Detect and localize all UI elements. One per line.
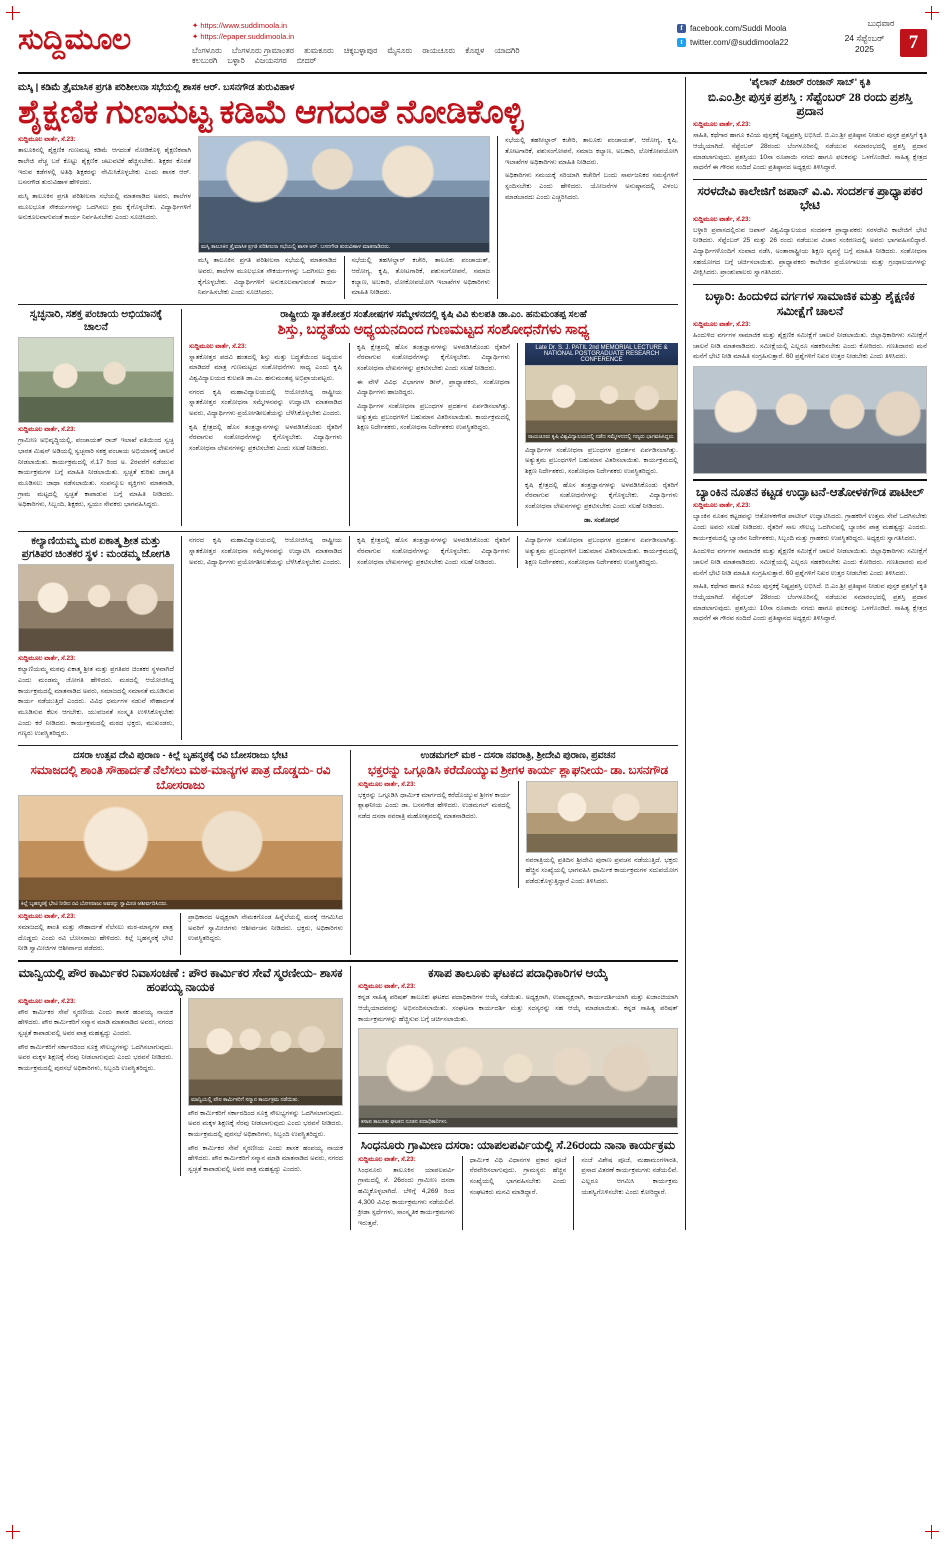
lead-story <box>18 77 678 300</box>
lead-headline: ಶೈಕ್ಷಣಿಕ ಗುಣಮಟ್ಟ ಕಡಿಮೆ ಆಗದಂತೆ ನೋಡಿಕೊಳ್ಳಿ <box>18 94 524 131</box>
right-s3-photo <box>693 366 927 474</box>
story2-photo <box>18 337 174 423</box>
story-kasapa <box>358 966 678 1128</box>
lead-col1b: ಮಸ್ಕಿ ತಾಲೂಕಿನ ಪ್ರಗತಿ ಪರಿಶೀಲನಾ ಸಭೆಯಲ್ಲಿ ಮಾತನಾಡಿದ ಅವರು, ಶಾಲೆಗಳ ಮೂಲಭೂತ ಸೌಕರ್ಯಗಳನ್ನು ಒದಗಿಸಲು ಕ್ರಮ ಕೈಗೊಳ್ಳಬೇಕು. ವಿದ್ಯಾರ್ಥಿಗಳಿಗೆ ಅನುಕೂಲವಾಗುವಂತೆ ಕಾರ್ಯ ನಿರ್ವಹಿಸಬೇಕು ಎಂದು ಸೂಚಿಸಿದರು. <box>18 193 191 222</box>
story4-byline: ಸುದ್ದಿಮೂಲ ವಾರ್ತೆ, ಸೆ.23: <box>18 655 76 663</box>
conference-banner: Late Dr. S. J. PATIL 2nd MEMORIAL LECTURE & NATIONAL POSTGRADUATE RESEARCH CONFERENCE <box>525 343 678 365</box>
story4-headline: ಕಲ್ಯಾಣಿಯಮ್ಮ ಮಠ ಏಕಾತ್ಮ ಶ್ರೀತ ಮತ್ತು ಪ್ರಗತಿಪರ ಚಿಂತಕರ ಸ್ಥಳ : ಮಂಡಮ್ಮ ಜೋಗತಿ <box>21 536 171 560</box>
story2-text: ಗ್ರಾಮೀಣ ಅಭಿವೃದ್ಧಿಯಲ್ಲಿ, ಪಂಚಾಯತ್ ರಾಜ್ ಇಲಾಖೆ ವತಿಯಿಂದ ಸ್ವಚ್ಛ ಭಾರತ ಮಿಷನ್ ಅಡಿಯಲ್ಲಿ ಸ್ವಚ್ಛನಾರಿ ಸಶಕ್ತ ಪಂಚಾಯ ಅಭಿಯಾನಕ್ಕೆ ಚಾಲನೆ ನೀಡಲಾಯಿತು. ಕಾರ್ಯಕ್ರಮದಲ್ಲಿ ಸೆ.17 ರಿಂದ ಅ. 2ರವರೆಗೆ ನಡೆಯುವ ಕಾರ್ಯಕ್ರಮಗಳ ಬಗ್ಗೆ ಮಾಹಿತಿ ನೀಡಲಾಯಿತು. ಸ್ವಚ್ಛತೆ ಕುರಿತು ಜಾಗೃತಿ ಮೂಡಿಸಲು ಜಾಥಾ ನಡೆಸಲಾಯಿತು. ಸಂಪನ್ಮೂಲ ವ್ಯಕ್ತಿಗಳು ಮಾತನಾಡಿ, ಗ್ರಾಮ ಮಟ್ಟದಲ್ಲಿ ಸ್ವಚ್ಛತೆ ಕಾಪಾಡುವ ಬಗ್ಗೆ ಮಾಹಿತಿ ನೀಡಿದರು. ಅಧಿಕಾರಿಗಳು, ಸಿಬ್ಬಂದಿ, ಶಿಕ್ಷಕರು, ಸ್ವಯಂ ಸೇವಕರು ಭಾಗವಹಿಸಿದ್ದರು. <box>18 437 174 509</box>
lead-byline: ಸುದ್ದಿಮೂಲ ವಾರ್ತೆ, ಸೆ.23: <box>18 136 76 144</box>
story3-photo-caption: ರಾಯಚೂರು ಕೃಷಿ ವಿಶ್ವವಿದ್ಯಾಲಯದಲ್ಲಿ ನಡೆದ ಸಮ್ಮೇಳನದಲ್ಲಿ ಗಣ್ಯರು ಭಾಗವಹಿಸಿದ್ದರು. <box>526 433 677 442</box>
story6-byline: ಸುದ್ದಿಮೂಲ ವಾರ್ತೆ, ಸೆ.23: <box>358 780 416 788</box>
story2-headline: ಸ್ವಚ್ಛನಾರಿ, ಸಶಕ್ತ ಪಂಚಾಯ ಅಭಿಯಾನಕ್ಕೆ ಚಾಲನೆ <box>29 309 163 333</box>
registration-mark-top-right <box>925 6 939 20</box>
story3-signoff: ಡಾ. ಸಂಶೋಧನೆ <box>584 516 619 524</box>
right-s2-text: ಬಳ್ಳಾರಿ ಪ್ರವಾಸದಲ್ಲಿರುವ ಜಪಾನ್ ವಿಶ್ವವಿದ್ಯಾಲಯದ ಸಂದರ್ಶಕ ಪ್ರಾಧ್ಯಾಪಕರು ಸರಳದೇವಿ ಕಾಲೇಜಿಗೆ ಭೇಟಿ ನೀಡಿದರು. ಸೆಪ್ಟೆಂಬರ್ 25 ಮತ್ತು 26 ರಂದು ನಡೆಯುವ ವಿಚಾರ ಸಂಕಿರಣದಲ್ಲಿ ಅವರು ಭಾಗವಹಿಸಲಿದ್ದಾರೆ. ವಿದ್ಯಾರ್ಥಿಗಳೊಂದಿಗೆ ಸಂವಾದ ನಡೆಸಿ, ಅಂತಾರಾಷ್ಟ್ರೀಯ ಶಿಕ್ಷಣ ವ್ಯವಸ್ಥೆ ಬಗ್ಗೆ ಮಾಹಿತಿ ನೀಡಿದರು. ಸಂಶೋಧನಾ ಸಹಯೋಗದ ಬಗ್ಗೆ ಚರ್ಚಿಸಲಾಯಿತು. ಪ್ರಾಧ್ಯಾಪಕರು ಕಾಲೇಜಿನ ಪ್ರಯೋಗಾಲಯ ಮತ್ತು ಗ್ರಂಥಾಲಯಗಳನ್ನು ವೀಕ್ಷಿಸಿದರು. ಪ್ರಾಂಶುಪಾಲರು ಸ್ವಾಗತಿಸಿದರು. <box>693 226 927 277</box>
story7-headline: ಮಾನ್ವಿಯಲ್ಲಿ ಪೌರ ಕಾರ್ಮಿಕರ ನಿವಾಸಂಚಣೆ : ಪೌರ ಕಾರ್ಮಿಕರ ಸೇವೆ ಸ್ಮರಣೀಯ- ಶಾಸಕ ಹಂಪಯ್ಯ ನಾಯಕ <box>18 965 343 995</box>
city-item: ತುಮಕೂರು <box>303 45 334 55</box>
story6-headline: ಭಕ್ತರನ್ನು ಒಗ್ಗೂಡಿಸಿ ಕರೆದೊಯ್ಯುವ ಶ್ರೀಗಳ ಕಾರ್ಯ ಶ್ಲಾಘನೀಯ- ಡಾ. ಬಸನಗೌಡ <box>367 763 669 778</box>
story3-headline: ಶಿಸ್ತು, ಬದ್ಧತೆಯ ಅಧ್ಯಯನದಿಂದ ಗುಣಮಟ್ಟದ ಸಂಶೋಧನೆಗಳು ಸಾಧ್ಯ <box>277 322 590 339</box>
story5-byline: ಸುದ್ದಿಮೂಲ ವಾರ್ತೆ, ಸೆ.23: <box>18 912 76 920</box>
story7-col2b: ಪೌರ ಕಾರ್ಮಿಕರ ಸೇವೆ ಸ್ಮರಣೀಯ ಎಂದು ಶಾಸಕ ಹಂಪಯ್ಯ ನಾಯಕ ಹೇಳಿದರು. ಪೌರ ಕಾರ್ಮಿಕರಿಗೆ ಸನ್ಮಾನ ಮಾಡಿ ಮಾತನಾಡಿದ ಅವರು, ನಗರದ ಸ್ವಚ್ಛತೆ ಕಾಪಾಡುವಲ್ಲಿ ಅವರ ಪಾತ್ರ ಮಹತ್ವದ್ದು ಎಂದರು. <box>188 1144 343 1174</box>
story4-photo <box>18 564 174 652</box>
right-s2-headline: ಸರಳದೇವಿ ಕಾಲೇಜಿಗೆ ಜಪಾನ್ ವಿ.ವಿ. ಸಂದರ್ಶಕ ಪ್ರಾಧ್ಯಾಪಕರ ಭೇಟಿ <box>697 183 923 213</box>
right-s3-text: ಹಿಂದುಳಿದ ವರ್ಗಗಳ ಸಾಮಾಜಿಕ ಮತ್ತು ಶೈಕ್ಷಣಿಕ ಸಮೀಕ್ಷೆಗೆ ಚಾಲನೆ ನೀಡಲಾಯಿತು. ಜಿಲ್ಲಾಧಿಕಾರಿಗಳು ಸಮೀಕ್ಷೆಗೆ ಚಾಲನೆ ನೀಡಿ ಮಾತನಾಡಿದರು. ಸಮೀಕ್ಷೆಯಲ್ಲಿ ಎಲ್ಲರೂ ಸಹಕರಿಸಬೇಕು ಎಂದು ಕೋರಿದರು. ಗಣತಿದಾರರು ಮನೆ ಮನೆಗೆ ಭೇಟಿ ನೀಡಿ ಮಾಹಿತಿ ಸಂಗ್ರಹಿಸುತ್ತಾರೆ. 60 ಪ್ರಶ್ನೆಗಳಿಗೆ ನಿಖರ ಉತ್ತರ ನೀಡಬೇಕು ಎಂದು ತಿಳಿಸಿದರು. <box>693 331 927 361</box>
edition-city-list <box>192 46 522 66</box>
masthead-middle <box>186 14 677 66</box>
story3-byline: ಸುದ್ದಿಮೂಲ ವಾರ್ತೆ, ಸೆ.23: <box>189 342 247 350</box>
social-links <box>677 14 835 49</box>
story8-headline: ಕಸಾಪ ತಾಲೂಕು ಘಟಕದ ಪದಾಧಿಕಾರಿಗಳ ಆಯ್ಕೆ <box>428 965 608 980</box>
story6-kicker: ಉಡಮಗಲ್ ಮಠ - ದಸರಾ ನವರಾತ್ರಿ, ಶ್ರೀದೇವಿ ಪುರಾಣ, ಪ್ರವಚನ <box>420 750 616 762</box>
right-s4-text: ಬ್ಯಾಂಕಿನ ನೂತನ ಕಟ್ಟಡವನ್ನು ಆತೋಳಕಗೌಡ ಪಾಟೀಲ್ ಉದ್ಘಾಟಿಸಿದರು. ಗ್ರಾಹಕರಿಗೆ ಉತ್ತಮ ಸೇವೆ ಒದಗಿಸಬೇಕು ಎಂದು ಅವರು ಸಲಹೆ ನೀಡಿದರು. ರೈತರಿಗೆ ಸಾಲ ಸೌಲಭ್ಯ ಒದಗಿಸುವಲ್ಲಿ ಬ್ಯಾಂಕಿನ ಪಾತ್ರ ಮಹತ್ವದ್ದು ಎಂದರು. ಕಾರ್ಯಕ್ರಮದಲ್ಲಿ ಬ್ಯಾಂಕಿನ ನಿರ್ದೇಶಕರು, ಸಿಬ್ಬಂದಿ ಮತ್ತು ಗ್ರಾಹಕರು ಉಪಸ್ಥಿತರಿದ್ದರು. ಅಧ್ಯಕ್ಷರು ಸ್ವಾಗತಿಸಿದರು. <box>693 513 927 542</box>
right-rail <box>685 77 927 1230</box>
city-item: ಬಳ್ಳಾರಿ <box>227 55 245 65</box>
right-s1-kicker: 'ಪೈಲಾನ್ ಪಿಜಾರ್ ರಂಜಾನ್ ಸಾಬ್' ಕೃತಿ <box>749 76 871 88</box>
story3-col3b: ಕೃಷಿ ಕ್ಷೇತ್ರದಲ್ಲಿ ಹೊಸ ತಂತ್ರಜ್ಞಾನಗಳನ್ನು ಅಳವಡಿಸಿಕೊಂಡು ರೈತರಿಗೆ ನೆರವಾಗುವ ಸಂಶೋಧನೆಗಳನ್ನು ಕೈಗೊಳ್ಳಬೇಕು. ವಿದ್ಯಾರ್ಥಿಗಳು ಸಂಶೋಧನಾ ಲೇಖನಗಳನ್ನು ಪ್ರಕಟಿಸಬೇಕು ಎಂದು ಸಲಹೆ ನೀಡಿದರು. <box>525 481 678 510</box>
story3-cont-col3: ವಿದ್ಯಾರ್ಥಿಗಳ ಸಂಶೋಧನಾ ಪ್ರಬಂಧಗಳ ಪ್ರದರ್ಶನ ಏರ್ಪಡಿಸಲಾಗಿತ್ತು. ಅತ್ಯುತ್ತಮ ಪ್ರಬಂಧಗಳಿಗೆ ಬಹುಮಾನ ವಿತರಿಸಲಾಯಿತು. ಕಾರ್ಯಕ್ರಮದಲ್ಲಿ ಶಿಕ್ಷಣ ನಿರ್ದೇಶಕರು, ಸಂಶೋಧನಾ ನಿರ್ದೇಶಕರು ಉಪಸ್ಥಿತರಿದ್ದರು. <box>517 536 678 568</box>
story9-col2: ಧಾರ್ಮಿಕ ವಿಧಿ ವಿಧಾನಗಳ ಪ್ರಕಾರ ಪೂಜೆ ನೆರವೇರಿಸಲಾಗುವುದು. ಗ್ರಾಮಸ್ಥರು ಹೆಚ್ಚಿನ ಸಂಖ್ಯೆಯಲ್ಲಿ ಭಾಗವಹಿಸಬೇಕು ಎಂದು ಸಂಘಟಕರು ಮನವಿ ಮಾಡಿದ್ದಾರೆ. <box>462 1156 567 1230</box>
city-item: ಯಾದಗಿರಿ <box>494 45 520 55</box>
story3-photo <box>525 365 678 443</box>
story5-kicker: ದಸರಾ ಉತ್ಸವ ದೇವಿ ಪುರಾಣ - ಕಿಲ್ಲೆ ಬೃಹನ್ಮಠಕ್ಕೆ ರವಿ ಬೋಸರಾಜು ಭೇಟಿ <box>73 750 288 762</box>
story7-col1: ಪೌರ ಕಾರ್ಮಿಕರ ಸೇವೆ ಸ್ಮರಣೀಯ ಎಂದು ಶಾಸಕ ಹಂಪಯ್ಯ ನಾಯಕ ಹೇಳಿದರು. ಪೌರ ಕಾರ್ಮಿಕರಿಗೆ ಸನ್ಮಾನ ಮಾಡಿ ಮಾತನಾಡಿದ ಅವರು, ನಗರದ ಸ್ವಚ್ಛತೆ ಕಾಪಾಡುವಲ್ಲಿ ಅವರ ಪಾತ್ರ ಮಹತ್ವದ್ದು ಎಂದರು. <box>18 1008 173 1038</box>
city-item: ಕಲಬುರಗಿ <box>192 55 218 65</box>
right-s3-headline: ಬಳ್ಳಾರಿ: ಹಿಂದುಳಿದ ವರ್ಗಗಳ ಸಾಮಾಜಿಕ ಮತ್ತು ಶೈಕ್ಷಣಿಕ ಸಮೀಕ್ಷೆಗೆ ಚಾಲನೆ <box>705 289 915 318</box>
story6-col1: ಭಕ್ತರನ್ನು ಒಗ್ಗೂಡಿಸಿ ಧಾರ್ಮಿಕ ಮಾರ್ಗದಲ್ಲಿ ಕರೆದೊಯ್ಯುವ ಶ್ರೀಗಳ ಕಾರ್ಯ ಶ್ಲಾಘನೀಯ ಎಂದು ಡಾ. ಬಸನಗೌಡ ಹೇಳಿದರು. ಉಡಮಗಲ್ ಮಠದಲ್ಲಿ ನಡೆದ ದಸರಾ ನವರಾತ್ರಿ ಮಹೋತ್ಸವದಲ್ಲಿ ಮಾತನಾಡಿದರು. <box>358 791 511 820</box>
story3-cont-col2: ಕೃಷಿ ಕ್ಷೇತ್ರದಲ್ಲಿ ಹೊಸ ತಂತ್ರಜ್ಞಾನಗಳನ್ನು ಅಳವಡಿಸಿಕೊಂಡು ರೈತರಿಗೆ ನೆರವಾಗುವ ಸಂಶೋಧನೆಗಳನ್ನು ಕೈಗೊಳ್ಳಬೇಕು. ವಿದ್ಯಾರ್ಥಿಗಳು ಸಂಶೋಧನಾ ಲೇಖನಗಳನ್ನು ಪ್ರಕಟಿಸಬೇಕು ಎಂದು ಸಲಹೆ ನೀಡಿದರು. <box>349 536 510 568</box>
date-label: 24 ಸೆಪ್ಟೆಂಬರ್ 2025 <box>844 32 885 54</box>
city-item: ಕೊಪ್ಪಳ <box>465 45 485 55</box>
story-kille-math <box>18 750 343 955</box>
registration-mark-top-left <box>6 6 20 20</box>
story8-byline: ಸುದ್ದಿಮೂಲ ವಾರ್ತೆ, ಸೆ.23: <box>358 983 416 991</box>
story3-continuation <box>181 536 678 740</box>
twitter-icon: t <box>677 38 686 47</box>
city-item: ಬೆಂಗಳೂರು <box>192 45 222 55</box>
story-udamagal-math <box>350 750 678 955</box>
story3-col2c: ಈ ವೇಳೆ ವಿವಿಧ ವಿಭಾಗಗಳ ಡೀನ್, ಪ್ರಾಧ್ಯಾಪಕರು, ಸಂಶೋಧನಾ ವಿದ್ಯಾರ್ಥಿಗಳು ಹಾಜರಿದ್ದರು. <box>357 378 510 397</box>
story-bmshri-award <box>693 77 927 174</box>
registration-mark-bottom-right <box>925 1525 939 1539</box>
story3-col1: ಸ್ನಾತಕೋತ್ತರ ಪದವಿ ಹಂತದಲ್ಲಿ ಶಿಸ್ತು ಮತ್ತು ಬದ್ಧತೆಯಿಂದ ಅಧ್ಯಯನ ಮಾಡಿದರೆ ಮಾತ್ರ ಗುಣಮಟ್ಟದ ಸಂಶೋಧನೆಗಳು ಸಾಧ್ಯ ಎಂದು ಕೃಷಿ ವಿಶ್ವವಿದ್ಯಾಲಯದ ಕುಲಪತಿ ಡಾ.ಎಂ. ಹನುಮಂತಪ್ಪ ಅಭಿಪ್ರಾಯಪಟ್ಟರು. <box>189 353 342 382</box>
story3-col2d: ವಿದ್ಯಾರ್ಥಿಗಳ ಸಂಶೋಧನಾ ಪ್ರಬಂಧಗಳ ಪ್ರದರ್ಶನ ಏರ್ಪಡಿಸಲಾಗಿತ್ತು. ಅತ್ಯುತ್ತಮ ಪ್ರಬಂಧಗಳಿಗೆ ಬಹುಮಾನ ವಿತರಿಸಲಾಯಿತು. ಕಾರ್ಯಕ್ರಮದಲ್ಲಿ ಶಿಕ್ಷಣ ನಿರ್ದೇಶಕರು, ಸಂಶೋಧನಾ ನಿರ್ದೇಶಕರು ಉಪಸ್ಥಿತರಿದ್ದರು. <box>357 402 510 432</box>
city-item: ಬೆಂಗಳೂರು ಗ್ರಾಮಾಂತರ <box>231 45 294 55</box>
bullet-icon: ✦ <box>192 32 199 42</box>
masthead <box>18 14 927 74</box>
masthead-date-block <box>835 14 927 57</box>
story3-col3: ವಿದ್ಯಾರ್ಥಿಗಳ ಸಂಶೋಧನಾ ಪ್ರಬಂಧಗಳ ಪ್ರದರ್ಶನ ಏರ್ಪಡಿಸಲಾಗಿತ್ತು. ಅತ್ಯುತ್ತಮ ಪ್ರಬಂಧಗಳಿಗೆ ಬಹುಮಾನ ವಿತರಿಸಲಾಯಿತು. ಕಾರ್ಯಕ್ರಮದಲ್ಲಿ ಶಿಕ್ಷಣ ನಿರ್ದೇಶಕರು, ಸಂಶೋಧನಾ ನಿರ್ದೇಶಕರು ಉಪಸ್ಥಿತರಿದ್ದರು. <box>525 446 678 475</box>
story5-col1: ಸಮಾಜದಲ್ಲಿ ಶಾಂತಿ ಮತ್ತು ಸೌಹಾರ್ದತೆ ನೆಲೆಸಲು ಮಠ-ಮಾನ್ಯಗಳ ಪಾತ್ರ ದೊಡ್ಡದು ಎಂದು ರವಿ ಬೋಸರಾಜು ಹೇಳಿದರು. ಕಿಲ್ಲೆ ಬೃಹನ್ಮಠಕ್ಕೆ ಭೇಟಿ ನೀಡಿ ಸ್ವಾಮೀಜಿಗಳ ಆಶೀರ್ವಾದ ಪಡೆದರು. <box>18 923 173 953</box>
story5-photo-caption: ಕಿಲ್ಲೆ ಬೃಹನ್ಮಠಕ್ಕೆ ಭೇಟಿ ನೀಡಿದ ರವಿ ಬೋಸರಾಜು ಅವರನ್ನು ಸ್ವಾಮೀಜಿ ಆಶೀರ್ವದಿಸಿದರು. <box>19 900 342 909</box>
story4-text: ಕಲ್ಯಾಣಿಯಮ್ಮ ಮಠವು ಏಕಾತ್ಮ ಶ್ರೀತ ಮತ್ತು ಪ್ರಗತಿಪರ ಚಿಂತಕರ ಸ್ಥಳವಾಗಿದೆ ಎಂದು ಮಂಡಮ್ಮ ಜೋಗತಿ ಹೇಳಿದರು. ಮಠದಲ್ಲಿ ಆಯೋಜಿಸಿದ್ದ ಕಾರ್ಯಕ್ರಮದಲ್ಲಿ ಮಾತನಾಡಿದ ಅವರು, ಸಮಾಜದಲ್ಲಿ ಸಮಾನತೆ ಮೂಡಿಸುವ ಕಾರ್ಯ ನಡೆಯುತ್ತಿದೆ ಎಂದರು. ವಿವಿಧ ಧರ್ಮಗಳ ನಡುವೆ ಸೌಹಾರ್ದತೆ ಮೂಡಿಸುವ ಕೆಲಸ ಆಗಬೇಕು. ಯುವಜನತೆ ಸಂಸ್ಕೃತಿ ಉಳಿಸಿಕೊಳ್ಳಬೇಕು ಎಂದು ಕರೆ ನೀಡಿದರು. ಕಾರ್ಯಕ್ರಮದಲ್ಲಿ ಮಠದ ಭಕ್ತರು, ಮುಖಂಡರು, ಗಣ್ಯರು ಉಪಸ್ಥಿತರಿದ್ದರು. <box>18 666 174 738</box>
story3-cont-col1: ನಗರದ ಕೃಷಿ ಮಹಾವಿದ್ಯಾಲಯದಲ್ಲಿ ಆಯೋಜಿಸಿದ್ದ ರಾಷ್ಟ್ರೀಯ ಸ್ನಾತಕೋತ್ತರ ಸಂಶೋಧನಾ ಸಮ್ಮೇಳನವನ್ನು ಉದ್ಘಾಟಿಸಿ ಮಾತನಾಡಿದ ಅವರು, ವಿದ್ಯಾರ್ಥಿಗಳು ಪ್ರಯೋಗಶೀಲತೆಯನ್ನು ಬೆಳೆಸಿಕೊಳ್ಳಬೇಕು ಎಂದರು. <box>189 537 342 566</box>
story7-col2: ಪೌರ ಕಾರ್ಮಿಕರಿಗೆ ಸರ್ಕಾರದಿಂದ ಸೂಕ್ತ ಸೌಲಭ್ಯಗಳನ್ನು ಒದಗಿಸಲಾಗುವುದು. ಅವರ ಮಕ್ಕಳ ಶಿಕ್ಷಣಕ್ಕೆ ನೆರವು ನೀಡಲಾಗುವುದು ಎಂದು ಭರವಸೆ ನೀಡಿದರು. ಕಾರ್ಯಕ್ರಮದಲ್ಲಿ ಪುರಸಭೆ ಅಧಿಕಾರಿಗಳು, ಸಿಬ್ಬಂದಿ ಉಪಸ್ಥಿತರಿದ್ದರು. <box>188 1109 343 1139</box>
right-s4-text3: ಸಾಹಿತಿ, ಕಥೆಗಾರ ಹಾಗೂ ಕವಿಯ ಪುಸ್ತಕಕ್ಕೆ ನಿಷ್ಟಪ್ರಶಸ್ತಿ ಲಭಿಸಿದೆ. ಬಿ.ಎಂ.ಶ್ರೀ ಪ್ರತಿಷ್ಠಾನ ನೀಡುವ ಪುಸ್ತಕ ಪ್ರಶಸ್ತಿಗೆ ಕೃತಿ ಆಯ್ಕೆಯಾಗಿದೆ. ಸೆಪ್ಟೆಂಬರ್ 28ರಂದು ಬೆಂಗಳೂರಿನಲ್ಲಿ ನಡೆಯುವ ಸಮಾರಂಭದಲ್ಲಿ ಪ್ರಶಸ್ತಿ ಪ್ರದಾನ ಮಾಡಲಾಗುವುದು. ಪ್ರಶಸ್ತಿಯು 10ಸಾ ರೂಪಾಯಿ ನಗದು ಹಾಗೂ ಫಲಕವನ್ನು ಒಳಗೊಂಡಿದೆ. ಸಾಹಿತ್ಯ ಕ್ಷೇತ್ರದ ಸಾಧನೆಗೆ ಈ ಗೌರವ ಸಂದಿದೆ ಎಂದು ಪ್ರತಿಷ್ಠಾನದ ಅಧ್ಯಕ್ಷರು ತಿಳಿಸಿದ್ದಾರೆ. <box>693 583 927 623</box>
story8-photo <box>358 1028 678 1128</box>
day-label: ಬುಧವಾರ <box>867 18 895 28</box>
page-number: 7 <box>900 29 927 57</box>
story-pg-conference <box>181 309 678 526</box>
website-link-epaper[interactable]: https://epaper.suddimoola.in <box>200 32 295 42</box>
story-kasapa-and-dasara <box>350 966 678 1230</box>
story8-text: ಕನ್ನಡ ಸಾಹಿತ್ಯ ಪರಿಷತ್ ತಾಲೂಕು ಘಟಕದ ಪದಾಧಿಕಾರಿಗಳ ಆಯ್ಕೆ ನಡೆಯಿತು. ಅಧ್ಯಕ್ಷರಾಗಿ, ಉಪಾಧ್ಯಕ್ಷರಾಗಿ, ಕಾರ್ಯದರ್ಶಿಯಾಗಿ ಮತ್ತು ಖಜಾಂಚಿಯಾಗಿ ಆಯ್ಕೆಯಾದವರನ್ನು ಅಭಿನಂದಿಸಲಾಯಿತು. ಸಂಘಟನಾ ಕಾರ್ಯದರ್ಶಿ ಮತ್ತು ಸದಸ್ಯರನ್ನು ಸಹ ಆಯ್ಕೆ ಮಾಡಲಾಯಿತು. ಕನ್ನಡ ಸಾಹಿತ್ಯ ಪರಿಷತ್ ಕಾರ್ಯಕ್ರಮಗಳನ್ನು ಹೆಚ್ಚಿಸುವ ಬಗ್ಗೆ ಚರ್ಚಿಸಲಾಯಿತು. <box>358 994 678 1023</box>
story6-col2: ನವರಾತ್ರಿಯಲ್ಲಿ ಪ್ರತಿದಿನ ಶ್ರೀದೇವಿ ಪುರಾಣ ಪ್ರವಚನ ನಡೆಯುತ್ತಿದೆ. ಭಕ್ತರು ಹೆಚ್ಚಿನ ಸಂಖ್ಯೆಯಲ್ಲಿ ಭಾಗವಹಿಸಿ ಧಾರ್ಮಿಕ ಕಾರ್ಯಕ್ರಮಗಳ ಸದುಪಯೋಗ ಪಡೆದುಕೊಳ್ಳುತ್ತಿದ್ದಾರೆ ಎಂದು ತಿಳಿಸಿದರು. <box>525 856 678 885</box>
bullet-icon: ✦ <box>192 21 199 30</box>
lead-photo <box>198 136 490 253</box>
story9-headline: ಸಿಂಧನೂರು ಗ್ರಾಮೀಣ ದಸರಾ: ಯಾಪಲಪರ್ವಿಯಲ್ಲಿ ಸೆ.26ರಂದು ನಾನಾ ಕಾರ್ಯಕ್ರಮ <box>360 1138 676 1153</box>
story2-byline: ಸುದ್ದಿಮೂಲ ವಾರ್ತೆ, ಸೆ.23: <box>18 426 76 434</box>
story3-col1b: ನಗರದ ಕೃಷಿ ಮಹಾವಿದ್ಯಾಲಯದಲ್ಲಿ ಆಯೋಜಿಸಿದ್ದ ರಾಷ್ಟ್ರೀಯ ಸ್ನಾತಕೋತ್ತರ ಸಂಶೋಧನಾ ಸಮ್ಮೇಳನವನ್ನು ಉದ್ಘಾಟಿಸಿ ಮಾತನಾಡಿದ ಅವರು, ವಿದ್ಯಾರ್ಥಿಗಳು ಪ್ರಯೋಗಶೀಲತೆಯನ್ನು ಬೆಳೆಸಿಕೊಳ್ಳಬೇಕು ಎಂದರು. <box>189 388 342 417</box>
website-link-main[interactable]: https://www.suddimoola.in <box>200 21 288 30</box>
right-s2-byline: ಸುದ್ದಿಮೂಲ ವಾರ್ತೆ, ಸೆ.23: <box>693 215 751 223</box>
story7-photo-caption: ಮಾನ್ವಿಯಲ್ಲಿ ಪೌರ ಕಾರ್ಮಿಕರಿಗೆ ಸನ್ಮಾನ ಕಾರ್ಯಕ್ರಮ ನಡೆಯಿತು. <box>189 1096 342 1105</box>
city-item: ವಿಜಯನಗರ <box>254 55 287 65</box>
story-bellary-survey <box>693 289 927 474</box>
city-item: ರಾಯಚೂರು <box>422 45 456 55</box>
story-japan-professor-visit <box>693 184 927 279</box>
right-s1-headline: ಬಿ.ಎಂ.ಶ್ರೀ ಪುಸ್ತಕ ಪ್ರಶಸ್ತಿ : ಸೆಪ್ಟೆಂಬರ್ 28 ರಂದು ಪ್ರಶಸ್ತಿ ಪ್ರದಾನ <box>707 89 913 118</box>
story7-col1b: ಪೌರ ಕಾರ್ಮಿಕರಿಗೆ ಸರ್ಕಾರದಿಂದ ಸೂಕ್ತ ಸೌಲಭ್ಯಗಳನ್ನು ಒದಗಿಸಲಾಗುವುದು. ಅವರ ಮಕ್ಕಳ ಶಿಕ್ಷಣಕ್ಕೆ ನೆರವು ನೀಡಲಾಗುವುದು ಎಂದು ಭರವಸೆ ನೀಡಿದರು. ಕಾರ್ಯಕ್ರಮದಲ್ಲಿ ಪುರಸಭೆ ಅಧಿಕಾರಿಗಳು, ಸಿಬ್ಬಂದಿ ಉಪಸ್ಥಿತರಿದ್ದರು. <box>18 1043 173 1073</box>
story8-photo-caption: ಕಸಾಪ ತಾಲೂಕು ಘಟಕದ ನೂತನ ಪದಾಧಿಕಾರಿಗಳು. <box>359 1118 677 1127</box>
right-s4-text2: ಹಿಂದುಳಿದ ವರ್ಗಗಳ ಸಾಮಾಜಿಕ ಮತ್ತು ಶೈಕ್ಷಣಿಕ ಸಮೀಕ್ಷೆಗೆ ಚಾಲನೆ ನೀಡಲಾಯಿತು. ಜಿಲ್ಲಾಧಿಕಾರಿಗಳು ಸಮೀಕ್ಷೆಗೆ ಚಾಲನೆ ನೀಡಿ ಮಾತನಾಡಿದರು. ಸಮೀಕ್ಷೆಯಲ್ಲಿ ಎಲ್ಲರೂ ಸಹಕರಿಸಬೇಕು ಎಂದು ಕೋರಿದರು. ಗಣತಿದಾರರು ಮನೆ ಮನೆಗೆ ಭೇಟಿ ನೀಡಿ ಮಾಹಿತಿ ಸಂಗ್ರಹಿಸುತ್ತಾರೆ. 60 ಪ್ರಶ್ನೆಗಳಿಗೆ ನಿಖರ ಉತ್ತರ ನೀಡಬೇಕು ಎಂದು ತಿಳಿಸಿದರು. <box>693 548 927 577</box>
city-item: ಬೀದರ್ <box>296 55 317 65</box>
story-bank-building <box>693 485 927 625</box>
facebook-icon: f <box>677 24 686 33</box>
lead-kicker: ಮಸ್ಕಿ | ಕಡಿಮೆ ತ್ರೈಮಾಸಿಕ ಪ್ರಗತಿ ಪರಿಶೀಲನಾ ಸಭೆಯಲ್ಲಿ ಶಾಸಕ ಆರ್. ಬಸನಗೌಡ ತುರುವಿಹಾಳ <box>18 81 295 93</box>
story-sindhanur-dasara <box>358 1138 678 1229</box>
story-swachhnari <box>18 309 174 526</box>
city-item: ಮೈಸೂರು <box>387 45 413 55</box>
story7-byline: ಸುದ್ದಿಮೂಲ ವಾರ್ತೆ, ಸೆ.23: <box>18 997 76 1005</box>
story9-col3: ಸಂಜೆ ವಿಶೇಷ ಪೂಜೆ, ಮಹಾಮಂಗಳಾರತಿ, ಪ್ರಸಾದ ವಿತರಣೆ ಕಾರ್ಯಕ್ರಮಗಳು ನಡೆಯಲಿವೆ. ಎಲ್ಲರೂ ಆಗಮಿಸಿ ಕಾರ್ಯಕ್ರಮ ಯಶಸ್ವಿಗೊಳಿಸಬೇಕು ಎಂದು ಕೋರಿದ್ದಾರೆ. <box>573 1156 678 1230</box>
right-s4-byline: ಸುದ್ದಿಮೂಲ ವಾರ್ತೆ, ಸೆ.23: <box>693 502 751 510</box>
right-s1-text: ಸಾಹಿತಿ, ಕಥೆಗಾರ ಹಾಗೂ ಕವಿಯ ಪುಸ್ತಕಕ್ಕೆ ನಿಷ್ಟಪ್ರಶಸ್ತಿ ಲಭಿಸಿದೆ. ಬಿ.ಎಂ.ಶ್ರೀ ಪ್ರತಿಷ್ಠಾನ ನೀಡುವ ಪುಸ್ತಕ ಪ್ರಶಸ್ತಿಗೆ ಕೃತಿ ಆಯ್ಕೆಯಾಗಿದೆ. ಸೆಪ್ಟೆಂಬರ್ 28ರಂದು ಬೆಂಗಳೂರಿನಲ್ಲಿ ನಡೆಯುವ ಸಮಾರಂಭದಲ್ಲಿ ಪ್ರಶಸ್ತಿ ಪ್ರದಾನ ಮಾಡಲಾಗುವುದು. ಪ್ರಶಸ್ತಿಯು 10ಸಾ ರೂಪಾಯಿ ನಗದು ಹಾಗೂ ಫಲಕವನ್ನು ಒಳಗೊಂಡಿದೆ. ಸಾಹಿತ್ಯ ಕ್ಷೇತ್ರದ ಸಾಧನೆಗೆ ಈ ಗೌರವ ಸಂದಿದೆ ಎಂದು ಪ್ರತಿಷ್ಠಾನದ ಅಧ್ಯಕ್ಷರು ತಿಳಿಸಿದ್ದಾರೆ. <box>693 132 927 172</box>
right-s1-byline: ಸುದ್ದಿಮೂಲ ವಾರ್ತೆ, ಸೆ.23: <box>693 121 751 129</box>
story3-kicker: ರಾಷ್ಟ್ರೀಯ ಸ್ನಾತಕೋತ್ತರ ಸಂತೋಷಗಳ ಸಮ್ಮೇಳನದಲ್ಲಿ ಕೃಷಿ ವಿವಿ ಕುಲಪತಿ ಡಾ.ಎಂ. ಹನುಮಂತಪ್ಪ ಸಲಹೆ <box>280 309 587 321</box>
story5-col2: ಪ್ರಾಧಿಕಾರದ ಅಧ್ಯಕ್ಷರಾಗಿ ನೇಮಕಗೊಂಡ ಹಿನ್ನೆಲೆಯಲ್ಲಿ ಮಠಕ್ಕೆ ಆಗಮಿಸಿದ ಅವರಿಗೆ ಸ್ವಾಮೀಜಿಗಳು ಆಶೀರ್ವಚನ ನೀಡಿದರು. ಭಕ್ತರು, ಅಧಿಕಾರಿಗಳು ಉಪಸ್ಥಿತರಿದ್ದರು. <box>180 913 343 955</box>
story5-photo <box>18 795 343 910</box>
facebook-handle[interactable]: facebook.com/Suddi Moola <box>690 24 787 33</box>
city-item: ಚಿಕ್ಕಬಳ್ಳಾಪುರ <box>343 45 378 55</box>
main-content-column <box>18 77 678 1230</box>
lead-col3: ಸಭೆಯಲ್ಲಿ ತಹಸೀಲ್ದಾರ್ ಕಚೇರಿ, ತಾಲೂಕು ಪಂಚಾಯತ್, ಆರೋಗ್ಯ, ಕೃಷಿ, ತೋಟಗಾರಿಕೆ, ಪಶುಸಂಗೋಪನೆ, ಸಮಾಜ ಕಲ್ಯಾಣ, ಅಬಕಾರಿ, ಲೋಕೋಪಯೋಗಿ ಇಲಾಖೆಗಳ ಅಧಿಕಾರಿಗಳು ಮಾಹಿತಿ ನೀಡಿದರು. <box>505 137 678 166</box>
story3-col2b: ಕೃಷಿ ಕ್ಷೇತ್ರದಲ್ಲಿ ಹೊಸ ತಂತ್ರಜ್ಞಾನಗಳನ್ನು ಅಳವಡಿಸಿಕೊಂಡು ರೈತರಿಗೆ ನೆರವಾಗುವ ಸಂಶೋಧನೆಗಳನ್ನು ಕೈಗೊಳ್ಳಬೇಕು. ವಿದ್ಯಾರ್ಥಿಗಳು ಸಂಶೋಧನಾ ಲೇಖನಗಳನ್ನು ಪ್ರಕಟಿಸಬೇಕು ಎಂದು ಸಲಹೆ ನೀಡಿದರು. <box>357 343 510 372</box>
right-s4-headline: ಬ್ಯಾಂಕಿನ ನೂತನ ಕಟ್ಟಡ ಉದ್ಘಾಟನೆ-ಆತೋಳಕಗೌಡ ಪಾಟೀಲ್ <box>696 484 924 499</box>
story7-photo <box>188 998 343 1106</box>
lead-col2b: ಸಭೆಯಲ್ಲಿ ತಹಸೀಲ್ದಾರ್ ಕಚೇರಿ, ತಾಲೂಕು ಪಂಚಾಯತ್, ಆರೋಗ್ಯ, ಕೃಷಿ, ತೋಟಗಾರಿಕೆ, ಪಶುಸಂಗೋಪನೆ, ಸಮಾಜ ಕಲ್ಯಾಣ, ಅಬಕಾರಿ, ಲೋಕೋಪಯೋಗಿ ಇಲಾಖೆಗಳ ಅಧಿಕಾರಿಗಳು ಮಾಹಿತಿ ನೀಡಿದರು. <box>344 256 491 299</box>
registration-mark-bottom-left <box>6 1525 20 1539</box>
lead-col1: ತಾಲೂಕಿನಲ್ಲಿ ಶೈಕ್ಷಣಿಕ ಗುಣಮಟ್ಟ ಕಡಿಮೆ ಆಗದಂತೆ ನೋಡಿಕೊಳ್ಳಿ ಶೈಕ್ಷಣಿಕವಾಗಿ ಕಾಲೇಜಿ ವೆಚ್ಚ ಬರೆ ಕೊಟ್ಟು ಶೈಕ್ಷಣಿಕ ಚಟುವಟಿಕೆ ಹೆಚ್ಚಿಸಬೇಕು. ಶಿಕ್ಷಕರ ಕೊರತೆ ಇರುವ ಕಡೆಗಳಲ್ಲಿ ಅತಿಥಿ ಶಿಕ್ಷಕರನ್ನು ನೇಮಿಸಿಕೊಳ್ಳಬೇಕು ಎಂದು ಶಾಸಕ ಆರ್. ಬಸನಗೌಡ ತುರುವಿಹಾಳ ಹೇಳಿದರು. <box>18 147 191 187</box>
story-kalyaniyamma-math <box>18 536 174 740</box>
website-links <box>192 20 669 43</box>
right-s3-byline: ಸುದ್ದಿಮೂಲ ವಾರ್ತೆ, ಸೆ.23: <box>693 320 751 328</box>
twitter-handle[interactable]: twitter.com/@suddimoola22 <box>690 37 789 47</box>
story5-headline: ಸಮಾಜದಲ್ಲಿ ಶಾಂತಿ ಸೌಹಾರ್ದತೆ ನೆಲೆಸಲು ಮಠ-ಮಾನ್ಯಗಳ ಪಾತ್ರ ದೊಡ್ಡದು- ರವಿ ಬೋಸರಾಜು <box>30 763 331 792</box>
lead-col2a: ಮಸ್ಕಿ ತಾಲೂಕಿನ ಪ್ರಗತಿ ಪರಿಶೀಲನಾ ಸಭೆಯಲ್ಲಿ ಮಾತನಾಡಿದ ಅವರು, ಶಾಲೆಗಳ ಮೂಲಭೂತ ಸೌಕರ್ಯಗಳನ್ನು ಒದಗಿಸಲು ಕ್ರಮ ಕೈಗೊಳ್ಳಬೇಕು. ವಿದ್ಯಾರ್ಥಿಗಳಿಗೆ ಅನುಕೂಲವಾಗುವಂತೆ ಕಾರ್ಯ ನಿರ್ವಹಿಸಬೇಕು ಎಂದು ಸೂಚಿಸಿದರು. <box>198 257 337 297</box>
logo-text: ಸುದ್ದಿಮೂಲ <box>18 23 131 56</box>
lead-photo-caption: ಮಸ್ಕಿ ತಾಲೂಕಿನ ತ್ರೈಮಾಸಿಕ ಪ್ರಗತಿ ಪರಿಶೀಲನಾ ಸಭೆಯಲ್ಲಿ ಶಾಸಕ ಆರ್. ಬಸನಗೌಡ ತುರುವಿಹಾಳ ಮಾತನಾಡಿದರು. <box>199 243 489 252</box>
newspaper-logo <box>18 14 186 56</box>
lead-col3b: ಅಧಿಕಾರಿಗಳು ಸಮಯಕ್ಕೆ ಸರಿಯಾಗಿ ಕಚೇರಿಗೆ ಬಂದು ಸಾರ್ವಜನಿಕರ ಸಮಸ್ಯೆಗಳಿಗೆ ಸ್ಪಂದಿಸಬೇಕು ಎಂದು ಹೇಳಿದರು. ಯೋಜನೆಗಳ ಅನುಷ್ಠಾನದಲ್ಲಿ ವಿಳಂಬ ಮಾಡಬಾರದು ಎಂದು ಎಚ್ಚರಿಸಿದರು. <box>505 172 678 201</box>
story9-col1: ಸಿಂಧನೂರು ತಾಲೂಕಿನ ಯಾಪಲಪರ್ವಿ ಗ್ರಾಮದಲ್ಲಿ ಸೆ. 26ರಂದು ಗ್ರಾಮೀಣ ದಸರಾ ಹಮ್ಮಿಕೊಳ್ಳಲಾಗಿದೆ. ಬೆಳಿಗ್ಗೆ 4,269 ರಿಂದ 4,300 ವಿವಿಧ ಕಾರ್ಯಕ್ರಮಗಳು ನಡೆಯಲಿವೆ. ಕ್ರೀಡಾ ಸ್ಪರ್ಧೆಗಳು, ಸಾಂಸ್ಕೃತಿಕ ಕಾರ್ಯಕ್ರಮಗಳು ಇರುತ್ತವೆ. <box>358 1166 455 1228</box>
story3-col2: ಕೃಷಿ ಕ್ಷೇತ್ರದಲ್ಲಿ ಹೊಸ ತಂತ್ರಜ್ಞಾನಗಳನ್ನು ಅಳವಡಿಸಿಕೊಂಡು ರೈತರಿಗೆ ನೆರವಾಗುವ ಸಂಶೋಧನೆಗಳನ್ನು ಕೈಗೊಳ್ಳಬೇಕು. ವಿದ್ಯಾರ್ಥಿಗಳು ಸಂಶೋಧನಾ ಲೇಖನಗಳನ್ನು ಪ್ರಕಟಿಸಬೇಕು ಎಂದು ಸಲಹೆ ನೀಡಿದರು. <box>189 423 342 452</box>
story9-byline: ಸುದ್ದಿಮೂಲ ವಾರ್ತೆ, ಸೆ.23: <box>358 1155 416 1163</box>
story6-photo <box>526 781 679 853</box>
story-manvi-workers <box>18 966 343 1230</box>
